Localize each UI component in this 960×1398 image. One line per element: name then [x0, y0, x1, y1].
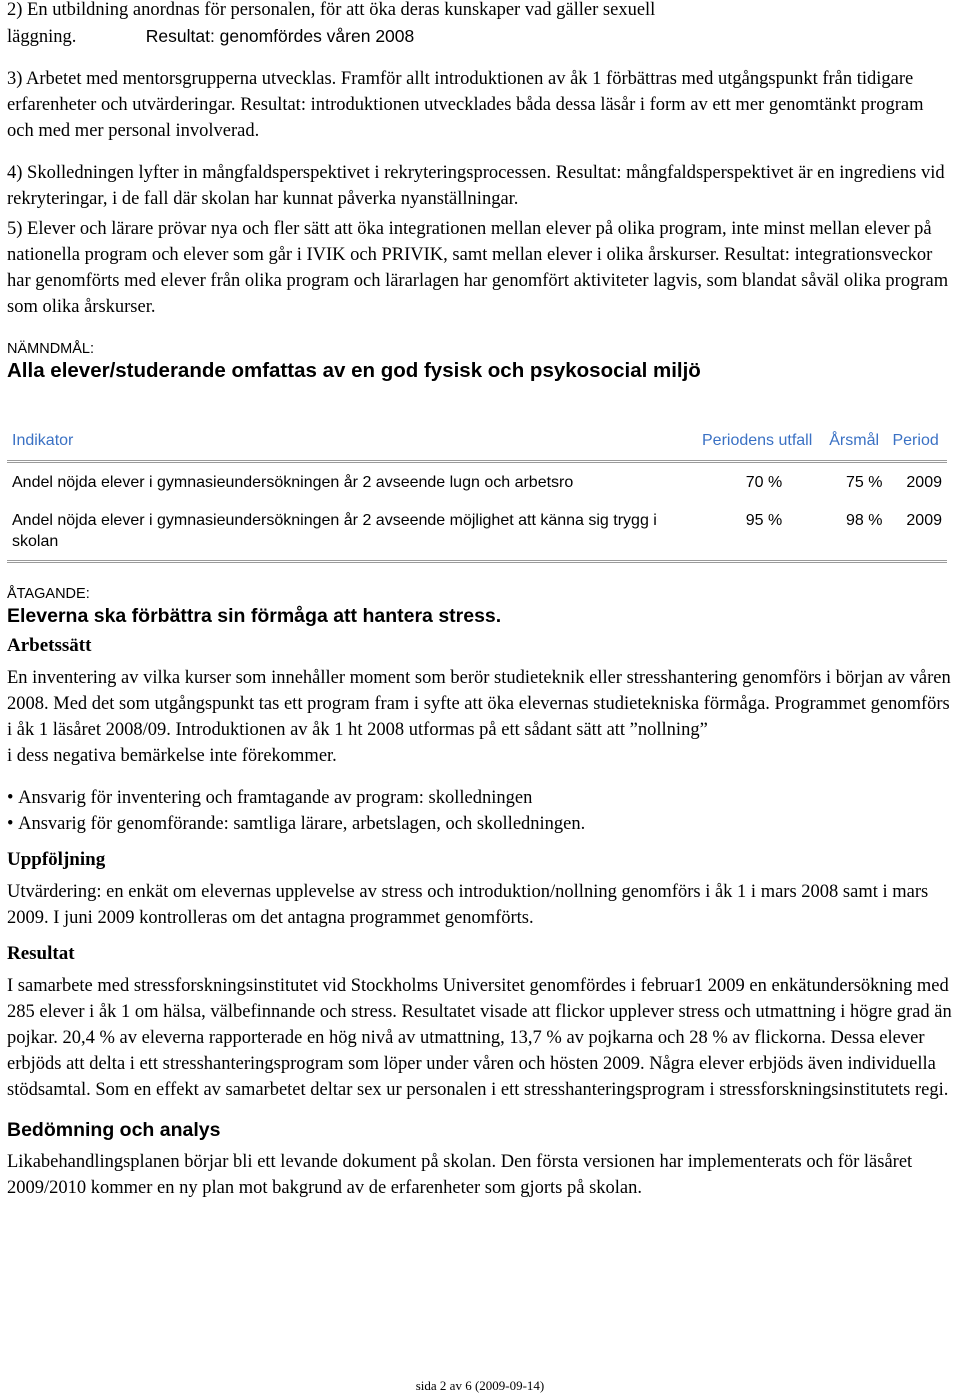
- paragraph-item-4: [7, 160, 952, 212]
- cell-period: 2009: [887, 501, 947, 562]
- item-5-text: 5) Elever och lärare prövar nya och fler sätt att öka integrationen mellan elever på olika program, inte minst mellan elever på nationella program och elever som går i IVIK och PRIVIK, samt mellan elever i olika årskurser.: [7, 219, 932, 265]
- header-target: Årsmål: [824, 420, 887, 462]
- goal-title: Alla elever/studerande omfattas av en god fysisk och psykosocial miljö: [7, 359, 701, 382]
- list-item: • Ansvarig för inventering och framtagande av program: skolledningen: [7, 785, 952, 811]
- header-indicator: Indikator: [7, 420, 697, 462]
- method-text: [7, 665, 952, 769]
- header-period: Period: [887, 420, 947, 462]
- list-item: • Ansvarig för genomförande: samtliga lärare, arbetslagen, och skolledningen.: [7, 811, 952, 837]
- commitment-label: ÅTAGANDE:: [7, 586, 90, 602]
- goal-label: NÄMNDMÅL:: [7, 341, 95, 357]
- cell-outcome: 70 %: [745, 474, 783, 491]
- assessment-heading: Bedömning och analys: [7, 1119, 221, 1141]
- commitment-title: Eleverna ska förbättra sin förmåga att hantera stress.: [7, 605, 502, 627]
- cell-target: 75 %: [846, 474, 883, 491]
- paragraph-item-3: [7, 66, 952, 144]
- table-row: [7, 501, 947, 562]
- assessment-text: Likabehandlingsplanen börjar bli ett levande dokument på skolan. Den första versionen har implementerats och för läsåret 2009/2010 kommer en ny plan mot bakgrund av de erfarenheter som gjorts på skolan.: [7, 1152, 913, 1198]
- method-text-b: i dess negativa bemärkelse inte förekommer.: [7, 746, 337, 766]
- table-row: [7, 462, 947, 502]
- item-2-result: Resultat: genomfördes våren 2008: [145, 26, 415, 46]
- header-outcome: Periodens utfall: [697, 420, 824, 462]
- method-heading: Arbetssätt: [7, 635, 92, 656]
- indicator-table: [7, 420, 947, 563]
- item-3-result: Resultat: introduktionen utvecklades båda dessa läsår i form av ett mer genomtänkt program och med mer personal involverad.: [7, 95, 924, 141]
- item-4-result: Resultat: mångfaldsperspektivet är en ingrediens vid rekryteringar, i de fall där skolan har kunnat påverka nyanställningar.: [7, 163, 945, 209]
- item-2-text-a: 2) En utbildning anordnas för personalen, för att öka deras kunskaper vad gäller sexuell: [7, 0, 656, 20]
- method-text-a: En inventering av vilka kurser som innehåller moment som berör studieteknik eller stresshantering genomförs i början av våren 2008. Med det som utgångspunkt tas ett program fram i syfte att öka elevernas studietekniska förmåga. Programmet genomförs i åk 1 läsåret 2008/09. Introduktionen av åk 1 ht 2008 utformas på ett sådant sätt att ”nollning”: [7, 668, 951, 740]
- cell-indicator: Andel nöjda elever i gymnasieundersökningen år 2 avseende möjlighet att känna sig trygg i skolan: [7, 501, 697, 562]
- item-5-result: Resultat: integrationsveckor har genomförts med elever från olika program och lärarlagen har genomfört aktiviteter lagvis, som blandat såväl olika program som olika årskurser.: [7, 245, 949, 317]
- responsibility-list: [7, 785, 952, 837]
- item-2-text-b: läggning.: [7, 27, 77, 47]
- followup-text: Utvärdering: en enkät om elevernas upplevelse av stress och introduktion/nollning genomförs i åk 1 i mars 2008 samt i mars 2009. I juni 2009 kontrolleras om det antagna programmet genomförts.: [7, 882, 929, 928]
- item-4-text: 4) Skolledningen lyfter in mångfaldsperspektivet i rekryteringsprocessen.: [7, 163, 552, 183]
- item-3-text: 3) Arbetet med mentorsgrupperna utvecklas. Framför allt introduktionen av åk 1 förbättras med utgångspunkt från tidigare erfarenheter och utvärderingar.: [7, 69, 914, 115]
- result-text: I samarbete med stressforskningsinstitutet vid Stockholms Universitet genomfördes i februar1 2009 en enkätundersökning med 285 elever i åk 1 om hälsa, välbefinnande och stress. Resultatet visade att flickor upplever stress och utmattning i högre grad än pojkar. 20,4 % av eleverna rapporterade en hög nivå av utmattning, 13,7 % av pojkarna och 28 % av flickorna. Dessa elever erbjöds att delta i ett stresshanteringsprogram som löper under våren och hösten 2009. Några elever erbjöds även individuella stödsamtal. Som en effekt av samarbetet deltar sex ur personalen i ett stresshanteringsprogram i stressforskningsinstitutets regi.: [7, 976, 952, 1100]
- document-page: [7, 0, 952, 1201]
- cell-indicator: Andel nöjda elever i gymnasieundersökningen år 2 avseende lugn och arbetsro: [12, 474, 574, 491]
- followup-heading: Uppföljning: [7, 849, 106, 870]
- paragraph-item-2: [7, 0, 952, 50]
- cell-target: 98 %: [824, 501, 887, 562]
- cell-outcome: 95 %: [697, 501, 824, 562]
- cell-period: 2009: [906, 474, 942, 491]
- result-heading: Resultat: [7, 943, 75, 964]
- paragraph-item-5: [7, 216, 952, 320]
- table-header-row: [7, 420, 947, 462]
- page-footer: sida 2 av 6 (2009-09-14): [415, 1378, 545, 1393]
